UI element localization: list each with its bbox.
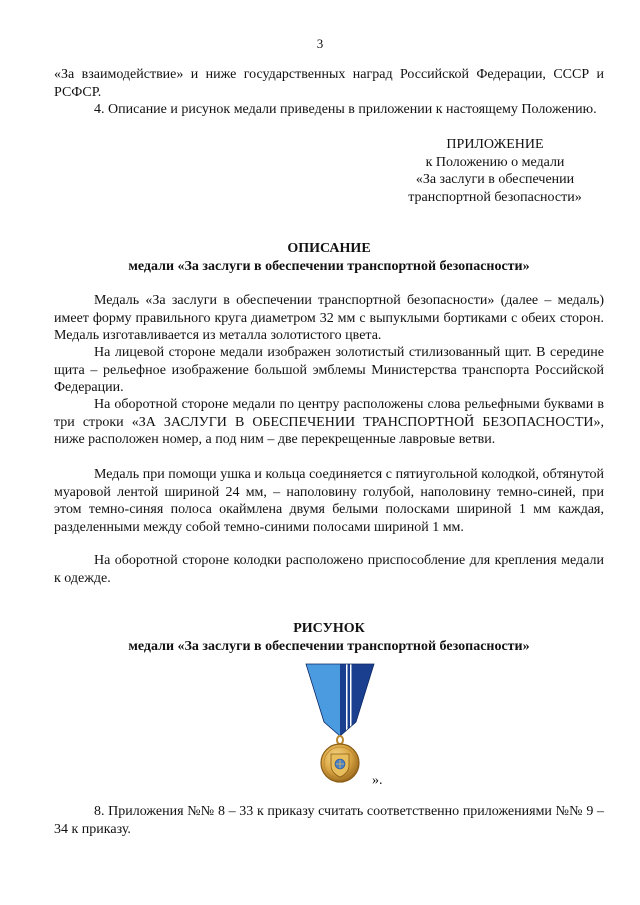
top-paragraph: «За взаимодействие» и ниже государственных наград Российской Федерации, СССР и РСФСР. — [54, 67, 604, 100]
description-title: ОПИСАНИЕ — [287, 241, 371, 256]
appendix-block — [390, 136, 600, 206]
figure-subtitle: медали «За заслуги в обеспечении транспортной безопасности» — [128, 639, 530, 654]
figure-title: РИСУНОК — [293, 621, 365, 636]
description-paragraph-3: На оборотной стороне медали по центру расположены слова рельефными буквами в три строки «ЗА ЗАСЛУГИ В ОБЕСПЕЧЕНИИ ТРАНСПОРТНОЙ БЕЗОПАСНОСТИ», ниже расположен номер, а под ним – две перекрещенные лавровые ветви. — [54, 397, 604, 447]
figure-closing-quote: ». — [372, 773, 383, 788]
description-paragraph-5: На оборотной стороне колодки расположено приспособление для крепления медали к одежде. — [54, 553, 604, 586]
description-paragraph-4: Медаль при помощи ушка и кольца соединяется с пятиугольной колодкой, обтянутой муаровой лентой шириной 24 мм, – наполовину голубой, наполовину темно-синей, при этом темно-синяя полоса окаймлена двумя белыми полосками шириной 1 мм каждая, разделенными между собой темно-синими полосами шириной 1 мм. — [54, 467, 604, 535]
page-number: 3 — [316, 36, 324, 51]
ribbon-light-half — [306, 664, 340, 736]
description-paragraph-1: Медаль «За заслуги в обеспечении транспортной безопасности» (далее – медаль) имеет форму правильного круга диаметром 32 мм с выпуклыми бортиками с обеих сторон. Медаль изготавливается из металла золотистого цвета. — [54, 293, 604, 343]
medal-image — [300, 662, 380, 792]
paragraph-8: 8. Приложения №№ 8 – 33 к приказу считать соответственно приложениями №№ 9 – 34 к приказу. — [54, 804, 604, 837]
ribbon-dark-half — [340, 664, 374, 736]
paragraph-4: 4. Описание и рисунок медали приведены в приложении к настоящему Положению. — [94, 102, 597, 117]
description-subtitle: медали «За заслуги в обеспечении транспортной безопасности» — [128, 259, 530, 274]
appendix-line-3: «За заслуги в обеспечении — [415, 172, 575, 187]
appendix-line-2: к Положению о медали — [425, 154, 565, 170]
appendix-line-4: транспортной безопасности» — [408, 189, 582, 205]
description-paragraph-2: На лицевой стороне медали изображен золотистый стилизованный щит. В середине щита – рельефное изображение большой эмблемы Министерства транспорта Российской Федерации. — [54, 345, 604, 395]
medal-illustration — [300, 662, 380, 792]
appendix-line-1: ПРИЛОЖЕНИЕ — [446, 137, 544, 152]
